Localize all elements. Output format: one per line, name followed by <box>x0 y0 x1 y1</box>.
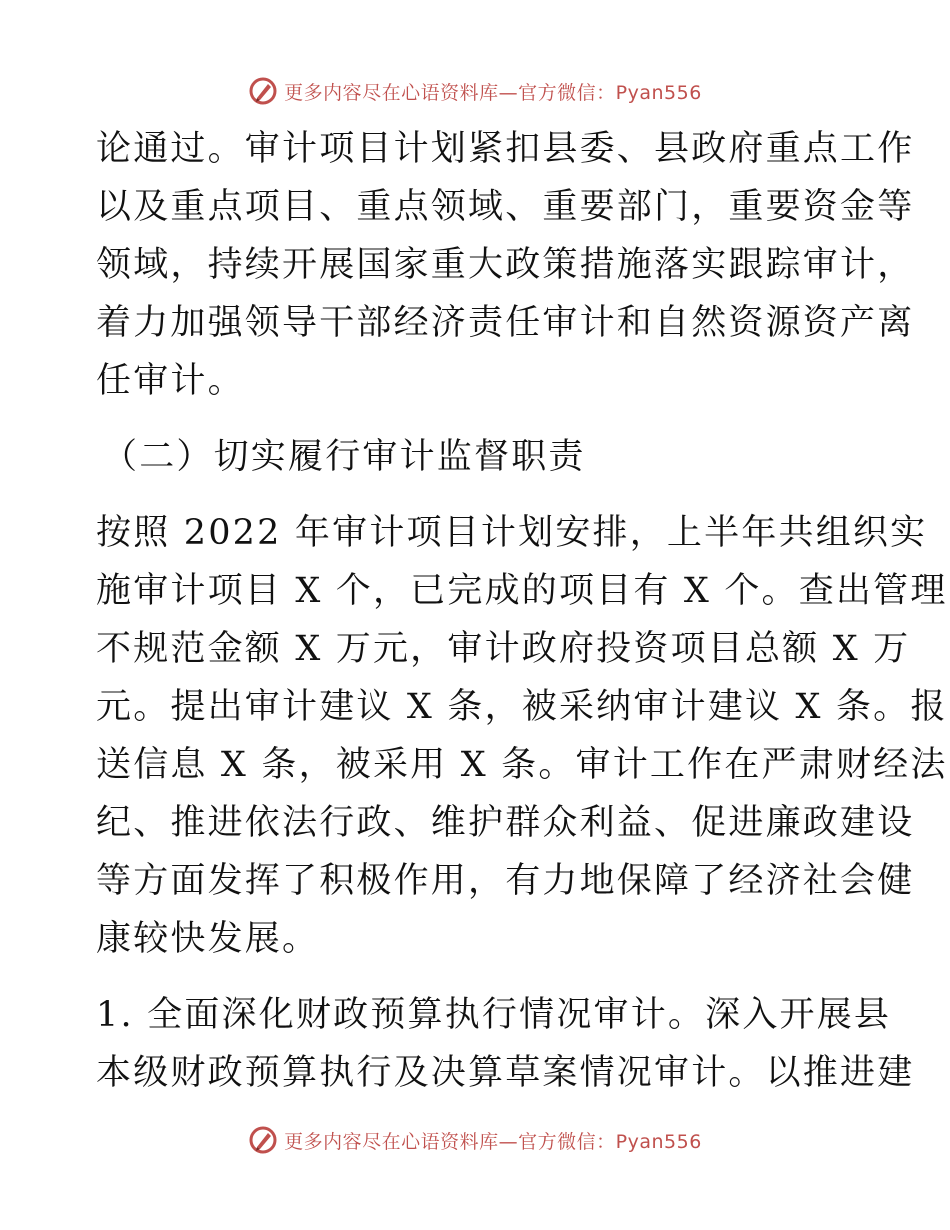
text-line: 不规范金额 X 万元，审计政府投资项目总额 X 万 <box>96 629 911 669</box>
watermark-header <box>0 74 950 108</box>
text-line: 施审计项目 X 个，已完成的项目有 X 个。查出管理 <box>96 571 948 611</box>
text-line: 任审计。 <box>96 361 245 401</box>
text-line: 本级财政预算执行及决算草案情况审计。以推进建 <box>96 1053 915 1093</box>
text-line: 按照 2022 年审计项目计划安排，上半年共组织实 <box>96 513 928 553</box>
paragraph-1 <box>96 120 915 410</box>
text-line: 1. 全面深化财政预算执行情况审计。深入开展县 <box>96 995 892 1035</box>
paragraph-3 <box>96 986 915 1102</box>
watermark-footer <box>0 1123 950 1157</box>
text-line: 康较快发展。 <box>96 919 320 959</box>
text-line: 领域，持续开展国家重大政策措施落实跟踪审计， <box>96 245 915 285</box>
text-line: 论通过。审计项目计划紧扣县委、县政府重点工作 <box>96 129 915 169</box>
pen-logo-icon <box>248 1125 278 1155</box>
watermark-text: 更多内容尽在心语资料库—官方微信：Pyan556 <box>284 1130 702 1153</box>
text-line: 着力加强领导干部经济责任审计和自然资源资产离 <box>96 303 915 343</box>
document-body <box>96 120 948 1102</box>
text-line: 等方面发挥了积极作用，有力地保障了经济社会健 <box>96 861 915 901</box>
section-heading: （二）切实履行审计监督职责 <box>102 437 586 477</box>
pen-logo-icon <box>248 76 278 106</box>
watermark-text: 更多内容尽在心语资料库—官方微信：Pyan556 <box>284 81 702 104</box>
text-line: 以及重点项目、重点领域、重要部门，重要资金等 <box>96 187 915 227</box>
text-line: 元。提出审计建议 X 条，被采纳审计建议 X 条。报 <box>96 687 948 727</box>
paragraph-2 <box>96 504 948 968</box>
text-line: 送信息 X 条，被采用 X 条。审计工作在严肃财经法 <box>96 745 948 785</box>
text-line: 纪、推进依法行政、维护群众利益、促进廉政建设 <box>96 803 915 843</box>
